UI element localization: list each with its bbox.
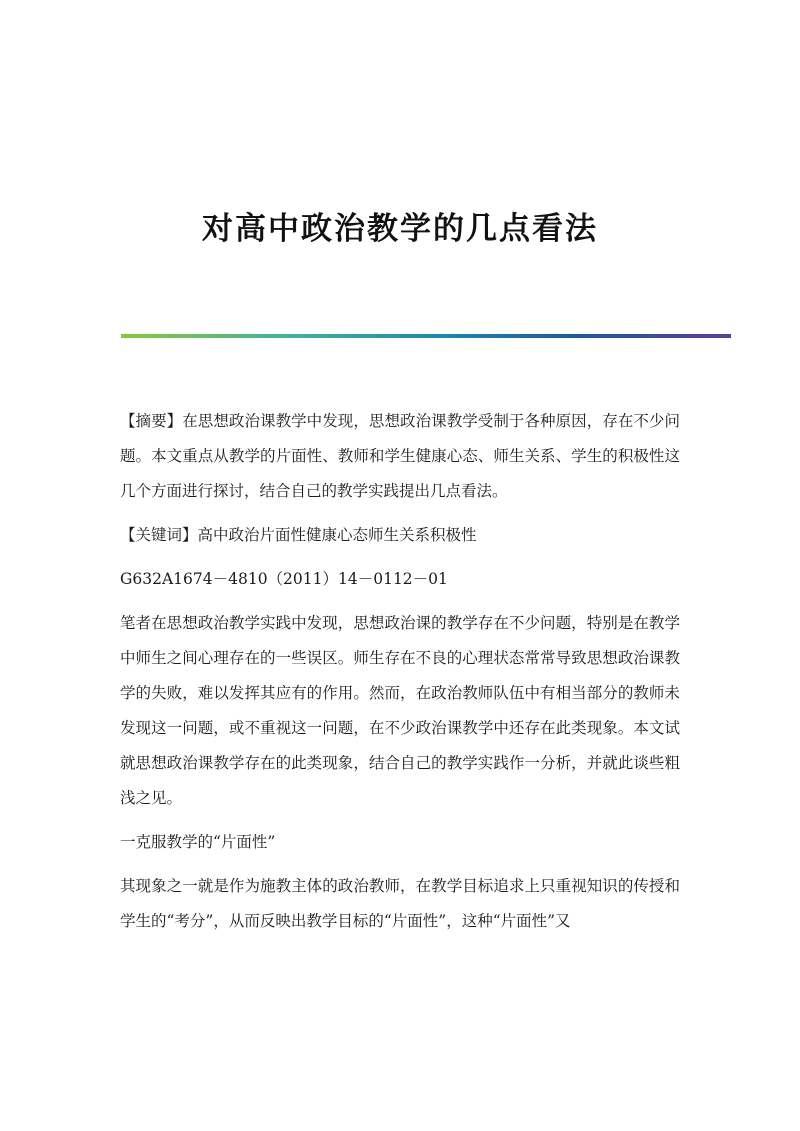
title-divider xyxy=(121,334,731,338)
document-body xyxy=(120,404,680,948)
section-heading: 一克服教学的“片面性” xyxy=(120,833,276,851)
section-paragraph: 其现象之一就是作为施教主体的政治教师，在教学目标追求上只重视知识的传授和学生的“考分”，从而反映出教学目标的“片面性”，这种“片面性”又 xyxy=(120,877,680,930)
abstract-paragraph: 【摘要】在思想政治课教学中发现，思想政治课教学受制于各种原因，存在不少问题。本文重点从教学的片面性、教师和学生健康心态、师生关系、学生的积极性这几个方面进行探讨，结合自己的教学实践提出几点看法。 xyxy=(120,412,680,500)
page-title: 对高中政治教学的几点看法 xyxy=(202,210,598,247)
classification-code: G632A1674－4810（2011）14－0112－01 xyxy=(120,570,448,588)
intro-paragraph: 笔者在思想政治教学实践中发现，思想政治课的教学存在不少问题，特别是在教学中师生之间心理存在的一些误区。师生存在不良的心理状态常常导致思想政治课教学的失败，难以发挥其应有的作用。然而，在政治教师队伍中有相当部分的教师未发现这一问题，或不重视这一问题，在不少政治课教学中还存在此类现象。本文试就思想政治课教学存在的此类现象，结合自己的教学实践作一分析，并就此谈些粗浅之见。 xyxy=(120,614,680,807)
keywords-line: 【关键词】高中政治片面性健康心态师生关系积极性 xyxy=(120,526,477,544)
